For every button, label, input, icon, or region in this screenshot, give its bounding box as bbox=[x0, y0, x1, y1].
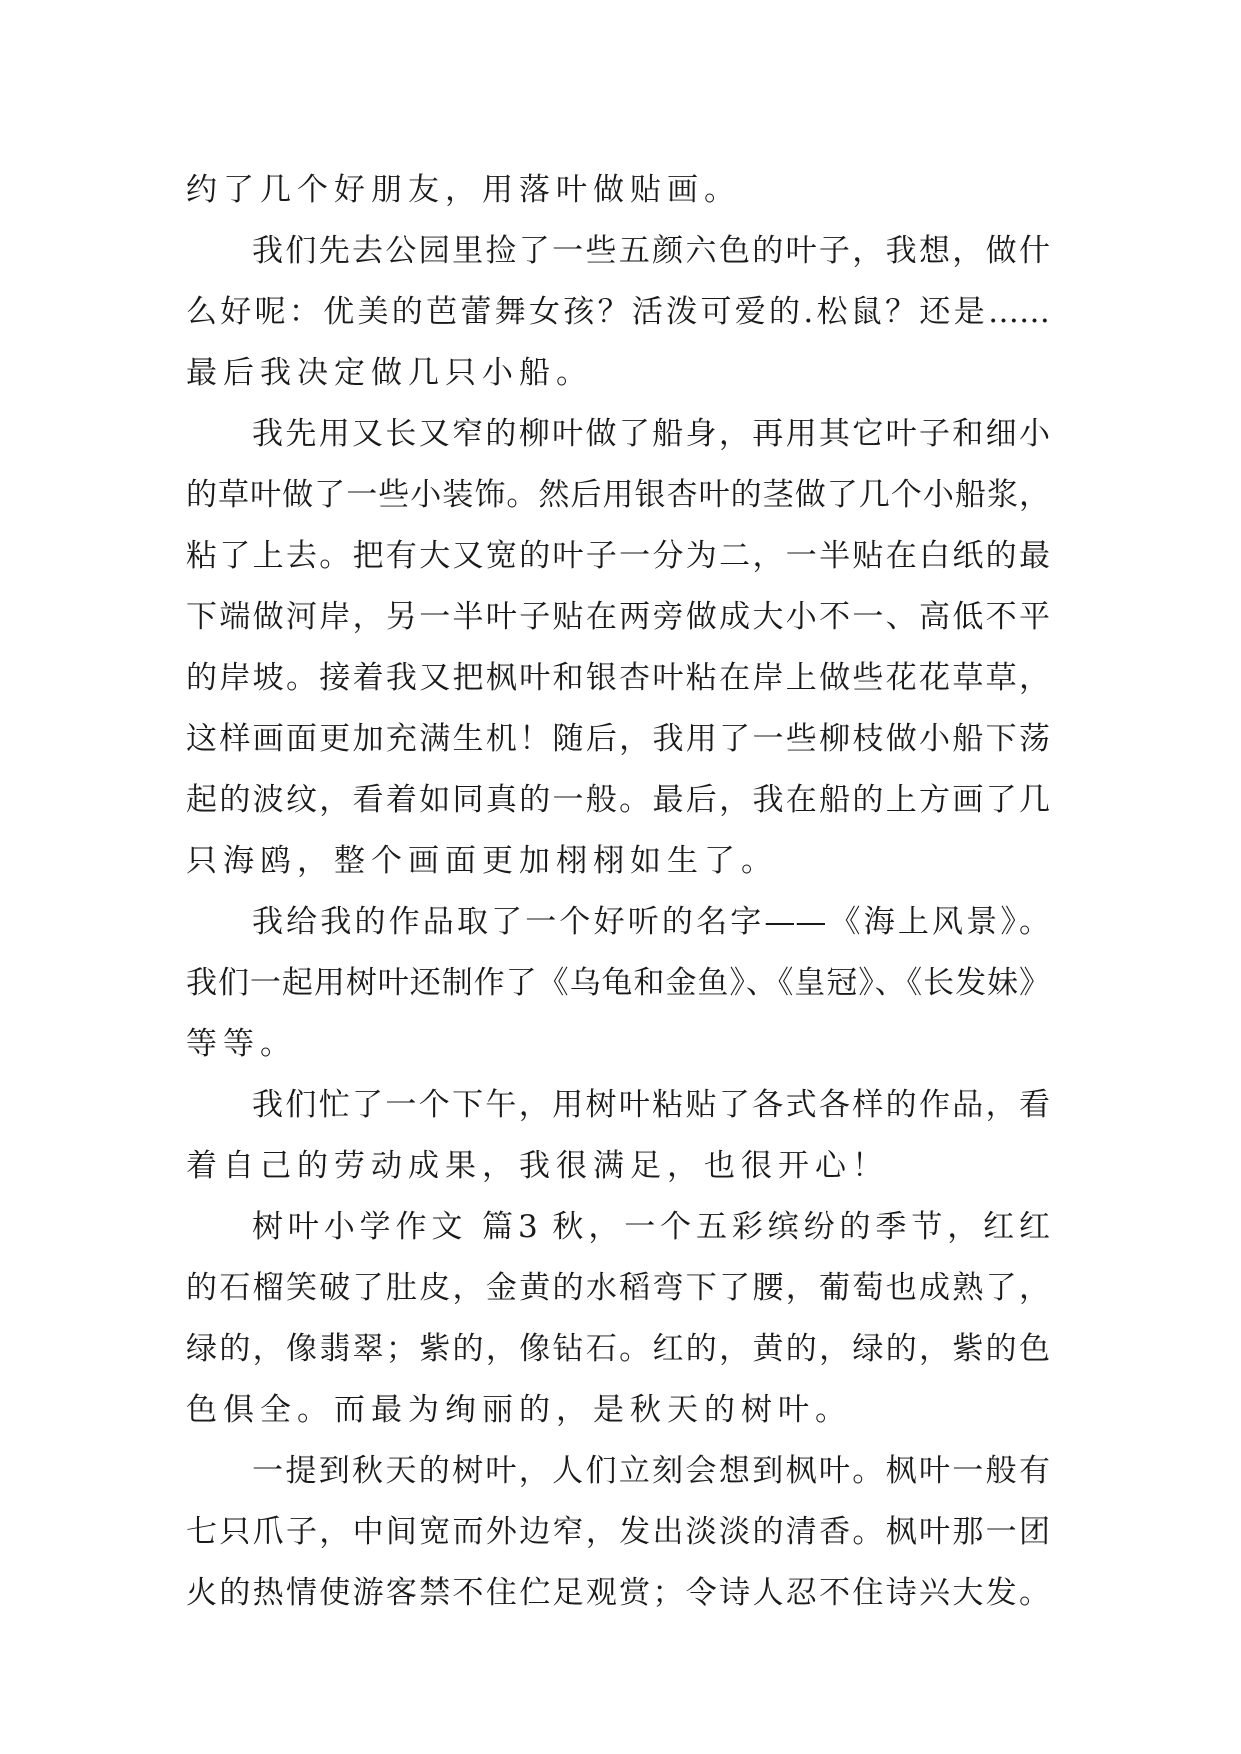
text-line: 我给我的作品取了一个好听的名字——《海上风景》。 bbox=[252, 904, 1050, 940]
text-line: 色俱全。而最为绚丽的，是秋天的树叶。 bbox=[186, 1392, 852, 1428]
text-line: 等等。 bbox=[186, 1026, 297, 1062]
text-line: 树叶小学作文 篇3 秋，一个五彩缤纷的季节，红红 bbox=[252, 1209, 1050, 1245]
text-line: 绿的，像翡翠；紫的，像钻石。红的，黄的，绿的，紫的色 bbox=[186, 1331, 1050, 1367]
text-line: 的岸坡。接着我又把枫叶和银杏叶粘在岸上做些花花草草， bbox=[186, 660, 1050, 696]
text-line: 起的波纹，看着如同真的一般。最后，我在船的上方画了几 bbox=[186, 782, 1050, 818]
text-line: 我们忙了一个下午，用树叶粘贴了各式各样的作品，看 bbox=[252, 1087, 1050, 1123]
text-line: 下端做河岸，另一半叶子贴在两旁做成大小不一、高低不平 bbox=[186, 599, 1050, 635]
text-line: 的石榴笑破了肚皮，金黄的水稻弯下了腰，葡萄也成熟了， bbox=[186, 1270, 1050, 1306]
text-line: 一提到秋天的树叶，人们立刻会想到枫叶。枫叶一般有 bbox=[252, 1453, 1050, 1489]
text-line: 火的热情使游客禁不住伫足观赏；令诗人忍不住诗兴大发。 bbox=[186, 1575, 1050, 1611]
text-line: 我们一起用树叶还制作了《乌龟和金鱼》、《皇冠》、《长发妹》 bbox=[186, 965, 1050, 1001]
text-line: 这样画面更加充满生机！随后，我用了一些柳枝做小船下荡 bbox=[186, 721, 1050, 757]
text-line: 约了几个好朋友，用落叶做贴画。 bbox=[186, 172, 741, 208]
text-line: 的草叶做了一些小装饰。然后用银杏叶的茎做了几个小船浆， bbox=[186, 477, 1050, 513]
essay-body bbox=[186, 160, 1050, 1624]
text-line: 么好呢：优美的芭蕾舞女孩？活泼可爱的.松鼠？还是…… bbox=[186, 294, 1050, 330]
text-line: 只海鸥，整个画面更加栩栩如生了。 bbox=[186, 843, 778, 879]
text-line: 着自己的劳动成果，我很满足，也很开心！ bbox=[186, 1148, 889, 1184]
text-line: 七只爪子，中间宽而外边窄，发出淡淡的清香。枫叶那一团 bbox=[186, 1514, 1050, 1550]
text-line: 粘了上去。把有大又宽的叶子一分为二，一半贴在白纸的最 bbox=[186, 538, 1050, 574]
text-line: 我们先去公园里捡了一些五颜六色的叶子，我想，做什 bbox=[252, 233, 1050, 269]
text-line: 我先用又长又窄的柳叶做了船身，再用其它叶子和细小 bbox=[252, 416, 1050, 452]
text-line: 最后我决定做几只小船。 bbox=[186, 355, 593, 391]
